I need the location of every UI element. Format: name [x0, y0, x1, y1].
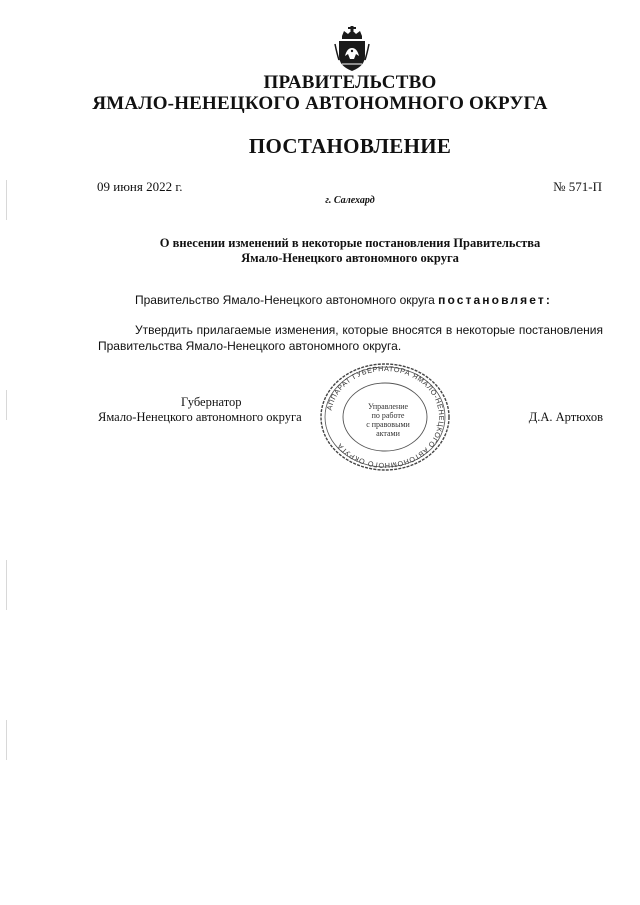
- document-city: г. Салехард: [325, 195, 375, 206]
- resolution-body: Утвердить прилагаемые изменения, которые вносятся в некоторые постановления Правительства Ямало-Ненецкого автономного округа.: [98, 323, 603, 353]
- document-subject: [40, 236, 640, 266]
- signatory-name: Д.А. Артюхов: [528, 410, 603, 424]
- seal-inner-line1: Управление: [367, 402, 409, 411]
- document-date: 09 июня 2022 г.: [97, 179, 183, 194]
- preamble-text: Правительство Ямало-Ненецкого автономного округа: [135, 293, 439, 307]
- scan-edge-mark: [6, 720, 7, 760]
- seal-inner-line4: актами: [376, 429, 400, 438]
- preamble-action: постановляет:: [438, 293, 552, 307]
- document-type-heading: ПОСТАНОВЛЕНИЕ: [248, 134, 452, 158]
- scan-edge-mark: [6, 390, 7, 420]
- signatory-role-line2: Ямало-Ненецкого автономного округа: [98, 410, 302, 424]
- government-title-line1: ПРАВИТЕЛЬСТВО: [263, 72, 437, 93]
- subject-line1: О внесении изменений в некоторые постановления Правительства: [159, 236, 541, 250]
- subject-line2: Ямало-Ненецкого автономного округа: [241, 251, 459, 265]
- signatory-role-line1: Губернатор: [181, 395, 242, 409]
- seal-outer-text: АППАРАТ ГУБЕРНАТОРА ЯМАЛО-НЕНЕЦКОГО АВТОНОМНОГО ОКРУГА: [324, 363, 447, 471]
- document-number: № 571-П: [553, 179, 602, 194]
- scan-edge-mark: [6, 180, 7, 220]
- resolution-preamble: [135, 293, 552, 307]
- seal-inner-line3: с правовыми: [366, 420, 410, 429]
- coat-of-arms-icon: [333, 26, 371, 72]
- government-title-line2: ЯМАЛО-НЕНЕЦКОГО АВТОНОМНОГО ОКРУГА: [92, 93, 548, 114]
- scan-edge-mark: [6, 560, 7, 610]
- seal-inner-line2: по работе: [371, 411, 405, 420]
- seal-inner-text: [358, 402, 418, 438]
